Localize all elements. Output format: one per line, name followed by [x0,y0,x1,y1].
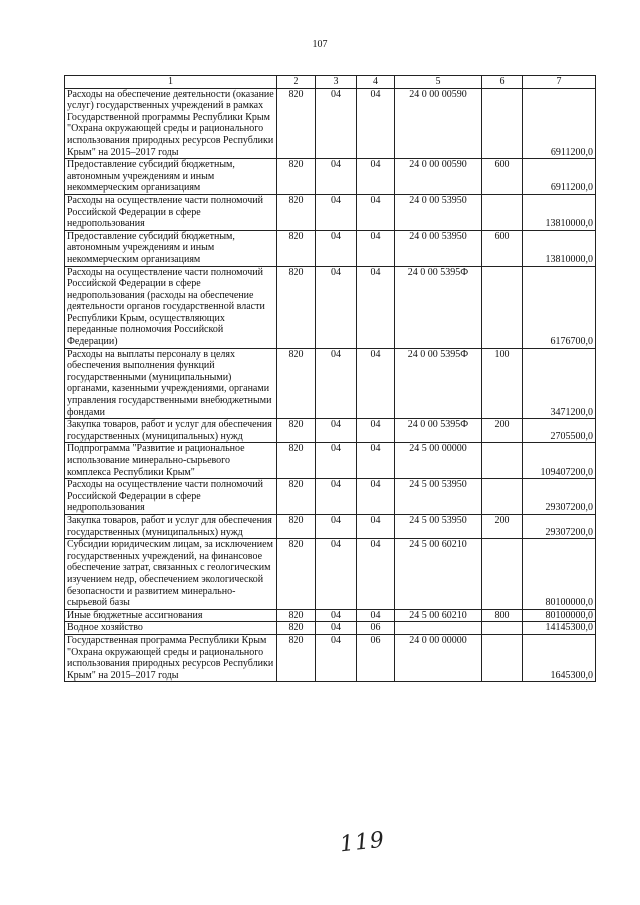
handwritten-page-number: 119 [338,827,387,858]
header-cell: 6 [482,76,523,89]
row-name-cell: Расходы на осуществление части полномочий Российской Федерации в сфере недропользования [65,479,277,515]
row-subsection-cell: 04 [357,609,395,622]
row-target-article-cell: 24 0 00 5395Ф [395,348,482,419]
row-admin-code-cell: 820 [277,443,316,479]
row-subsection-cell: 04 [357,159,395,195]
row-target-article-cell: 24 0 00 53950 [395,194,482,230]
row-target-article-cell: 24 0 00 00590 [395,159,482,195]
table-row [65,539,596,610]
row-amount-cell: 13810000,0 [523,194,596,230]
row-target-article-cell [395,622,482,635]
row-subsection-cell: 06 [357,622,395,635]
row-admin-code-cell: 820 [277,479,316,515]
row-admin-code-cell: 820 [277,622,316,635]
row-name-cell: Расходы на выплаты персоналу в целях обеспечения выполнения функций государственными (муниципальными) органами, казенными учреждениями, органами управления государственными внебюджетными фондами [65,348,277,419]
table-row [65,514,596,538]
row-expense-type-cell [482,266,523,348]
row-target-article-cell: 24 0 00 00590 [395,88,482,159]
table-row [65,609,596,622]
table-row [65,230,596,266]
table-row [65,194,596,230]
row-target-article-cell: 24 5 00 60210 [395,539,482,610]
row-section-cell: 04 [316,419,357,443]
header-cell: 4 [357,76,395,89]
row-subsection-cell: 04 [357,88,395,159]
row-amount-cell: 13810000,0 [523,230,596,266]
row-subsection-cell: 04 [357,348,395,419]
row-admin-code-cell: 820 [277,419,316,443]
row-section-cell: 04 [316,266,357,348]
row-section-cell: 04 [316,634,357,681]
header-cell: 1 [65,76,277,89]
row-expense-type-cell [482,443,523,479]
row-name-cell: Подпрограмма "Развитие и рациональное использование минерально-сырьевого комплекса Республики Крым" [65,443,277,479]
row-name-cell: Расходы на осуществление части полномочий Российской Федерации в сфере недропользования (расходы на обеспечение деятельности органов государственной власти Республики Крым, осуществляющих переданные полномочия Российской Федерации) [65,266,277,348]
row-expense-type-cell [482,622,523,635]
header-cell: 7 [523,76,596,89]
row-expense-type-cell [482,479,523,515]
row-name-cell: Закупка товаров, работ и услуг для обеспечения государственных (муниципальных) нужд [65,419,277,443]
row-admin-code-cell: 820 [277,159,316,195]
row-section-cell: 04 [316,348,357,419]
row-section-cell: 04 [316,88,357,159]
row-subsection-cell: 04 [357,419,395,443]
row-target-article-cell: 24 5 00 53950 [395,514,482,538]
row-target-article-cell: 24 0 00 53950 [395,230,482,266]
row-admin-code-cell: 820 [277,609,316,622]
row-name-cell: Предоставление субсидий бюджетным, автономным учреждениям и иным некоммерческим организациям [65,230,277,266]
row-section-cell: 04 [316,443,357,479]
table-row [65,419,596,443]
row-name-cell: Расходы на обеспечение деятельности (оказание услуг) государственных учреждений в рамках Государственной программы Республики Крым "Охрана окружающей среды и рационального использования природных ресурсов Республики Крым" на 2015–2017 годы [65,88,277,159]
row-section-cell: 04 [316,159,357,195]
table-row [65,622,596,635]
row-name-cell: Водное хозяйство [65,622,277,635]
row-subsection-cell: 06 [357,634,395,681]
row-amount-cell: 1645300,0 [523,634,596,681]
row-name-cell: Субсидии юридическим лицам, за исключением государственных учреждений, на финансовое обеспечение затрат, связанных с геологическим изучением недр, обеспечением экологической безопасности и развитием минерально-сырьевой базы [65,539,277,610]
row-expense-type-cell: 100 [482,348,523,419]
row-name-cell: Закупка товаров, работ и услуг для обеспечения государственных (муниципальных) нужд [65,514,277,538]
row-expense-type-cell: 600 [482,230,523,266]
page-number: 107 [312,39,328,50]
row-expense-type-cell: 200 [482,514,523,538]
row-target-article-cell: 24 0 00 5395Ф [395,266,482,348]
row-amount-cell: 29307200,0 [523,514,596,538]
row-section-cell: 04 [316,230,357,266]
row-expense-type-cell: 600 [482,159,523,195]
table-header-row [65,76,596,89]
row-admin-code-cell: 820 [277,348,316,419]
row-amount-cell: 29307200,0 [523,479,596,515]
row-target-article-cell: 24 0 00 00000 [395,634,482,681]
row-section-cell: 04 [316,609,357,622]
budget-table [64,75,596,682]
row-admin-code-cell: 820 [277,230,316,266]
row-name-cell: Предоставление субсидий бюджетным, автономным учреждениям и иным некоммерческим организациям [65,159,277,195]
row-admin-code-cell: 820 [277,194,316,230]
row-expense-type-cell [482,539,523,610]
row-amount-cell: 80100000,0 [523,609,596,622]
row-section-cell: 04 [316,539,357,610]
table-row [65,348,596,419]
row-admin-code-cell: 820 [277,88,316,159]
header-cell: 5 [395,76,482,89]
row-amount-cell: 6911200,0 [523,88,596,159]
row-admin-code-cell: 820 [277,514,316,538]
row-subsection-cell: 04 [357,479,395,515]
row-subsection-cell: 04 [357,443,395,479]
table-row [65,159,596,195]
row-subsection-cell: 04 [357,266,395,348]
row-name-cell: Иные бюджетные ассигнования [65,609,277,622]
row-expense-type-cell: 800 [482,609,523,622]
row-target-article-cell: 24 5 00 00000 [395,443,482,479]
table-row [65,634,596,681]
row-amount-cell: 14145300,0 [523,622,596,635]
row-amount-cell: 2705500,0 [523,419,596,443]
row-amount-cell: 6911200,0 [523,159,596,195]
row-amount-cell: 6176700,0 [523,266,596,348]
row-admin-code-cell: 820 [277,539,316,610]
row-expense-type-cell [482,88,523,159]
table-row [65,266,596,348]
table-row [65,479,596,515]
row-section-cell: 04 [316,622,357,635]
row-expense-type-cell [482,194,523,230]
row-target-article-cell: 24 5 00 60210 [395,609,482,622]
row-name-cell: Расходы на осуществление части полномочий Российской Федерации в сфере недропользования [65,194,277,230]
row-subsection-cell: 04 [357,514,395,538]
row-admin-code-cell: 820 [277,634,316,681]
header-cell: 3 [316,76,357,89]
row-amount-cell: 80100000,0 [523,539,596,610]
row-subsection-cell: 04 [357,194,395,230]
row-target-article-cell: 24 5 00 53950 [395,479,482,515]
header-cell: 2 [277,76,316,89]
row-admin-code-cell: 820 [277,266,316,348]
table-row [65,88,596,159]
row-target-article-cell: 24 0 00 5395Ф [395,419,482,443]
row-amount-cell: 3471200,0 [523,348,596,419]
row-expense-type-cell: 200 [482,419,523,443]
row-name-cell: Государственная программа Республики Крым "Охрана окружающей среды и рационального использования природных ресурсов Республики Крым" на 2015–2017 годы [65,634,277,681]
row-section-cell: 04 [316,194,357,230]
row-section-cell: 04 [316,514,357,538]
row-subsection-cell: 04 [357,230,395,266]
row-expense-type-cell [482,634,523,681]
row-section-cell: 04 [316,479,357,515]
row-amount-cell: 109407200,0 [523,443,596,479]
row-subsection-cell: 04 [357,539,395,610]
table-row [65,443,596,479]
